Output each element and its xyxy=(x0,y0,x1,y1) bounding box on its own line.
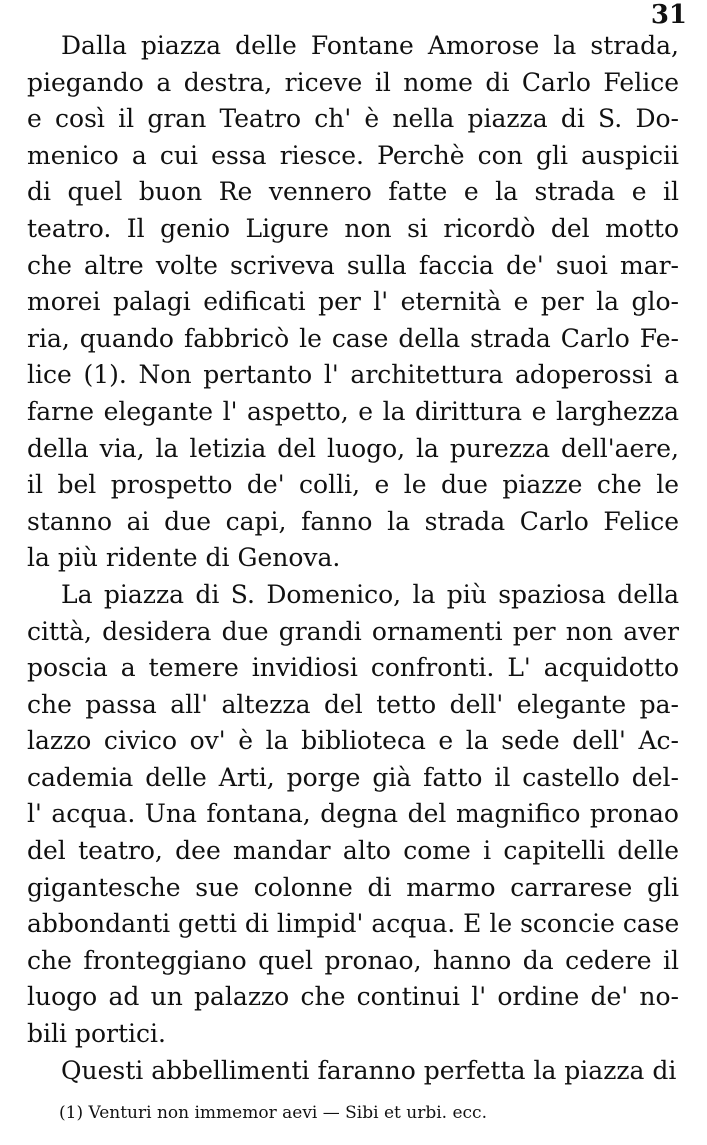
text-line: che altre volte scriveva sulla faccia de' suoi mar- xyxy=(27,250,679,280)
footnote: (1) Venturi non immemor aevi — Sibi et urbi. ecc. xyxy=(59,1103,487,1123)
text-line: della via, la letizia del luogo, la purezza dell'aere, xyxy=(27,433,679,463)
text-line: luogo ad un palazzo che continui l' ordine de' no- xyxy=(27,982,679,1012)
text-line: la più ridente di Genova. xyxy=(27,543,341,573)
body-text xyxy=(27,28,679,1089)
paragraph xyxy=(27,577,679,1053)
text-line: teatro. Il genio Ligure non si ricordò del motto xyxy=(27,213,679,243)
text-line: piegando a destra, riceve il nome di Carlo Felice xyxy=(27,67,679,97)
text-line: bili portici. xyxy=(27,1019,166,1049)
text-line: e così il gran Teatro ch' è nella piazza di S. Do- xyxy=(27,104,679,134)
text-line: poscia a temere invidiosi confronti. L' acquidotto xyxy=(27,653,679,683)
text-line: gigantesche sue colonne di marmo carrarese gli xyxy=(27,872,679,902)
text-line: lice (1). Non pertanto l' architettura adoperossi a xyxy=(27,360,679,390)
text-line: La piazza di S. Domenico, la più spaziosa della xyxy=(61,579,679,609)
page-number: 31 xyxy=(650,0,687,30)
text-line: città, desidera due grandi ornamenti per non aver xyxy=(27,616,679,646)
text-line: di quel buon Re vennero fatte e la strada e il xyxy=(27,177,679,207)
text-line: il bel prospetto de' colli, e le due piazze che le xyxy=(27,470,679,500)
text-line: lazzo civico ov' è la biblioteca e la sede dell' Ac- xyxy=(27,726,679,756)
text-line: Dalla piazza delle Fontane Amorose la strada, xyxy=(61,31,679,60)
text-line: Questi abbellimenti faranno perfetta la piazza di xyxy=(61,1055,677,1085)
text-line: ria, quando fabbricò le case della strada Carlo Fe- xyxy=(27,323,679,353)
text-line: cademia delle Arti, porge già fatto il castello del- xyxy=(27,762,679,792)
text-line: farne elegante l' aspetto, e la dirittura e larghezza xyxy=(27,396,679,426)
text-line: abbondanti getti di limpid' acqua. E le sconcie case xyxy=(27,909,679,939)
text-line: l' acqua. Una fontana, degna del magnifico pronao xyxy=(27,799,679,829)
text-line: del teatro, dee mandar alto come i capitelli delle xyxy=(27,836,679,866)
paragraph xyxy=(27,1053,679,1090)
text-line: che fronteggiano quel pronao, hanno da cedere il xyxy=(27,945,679,975)
text-line: morei palagi edificati per l' eternità e per la glo- xyxy=(27,287,679,317)
paragraph xyxy=(27,28,679,577)
text-line: che passa all' altezza del tetto dell' elegante pa- xyxy=(27,689,679,719)
text-line: stanno ai due capi, fanno la strada Carlo Felice xyxy=(27,506,679,536)
text-line: menico a cui essa riesce. Perchè con gli auspicii xyxy=(27,140,679,170)
